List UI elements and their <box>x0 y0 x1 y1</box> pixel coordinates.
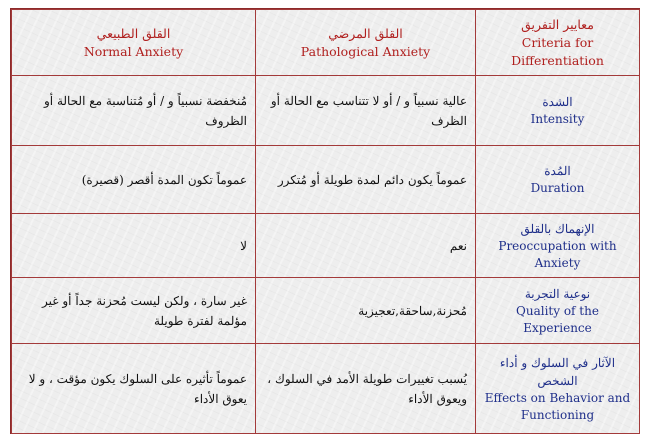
normal-value: عموماً تأثيره على السلوك يكون مؤقت ، و لا يعوق الأداء <box>12 344 256 434</box>
table-header-row <box>12 10 640 76</box>
criterion-cell <box>476 278 640 344</box>
criterion-cell <box>476 146 640 214</box>
header-normal-en: Normal Anxiety <box>83 43 184 59</box>
header-criteria-ar: معايير التفريق <box>521 16 594 32</box>
criterion-ar: المُدة <box>544 164 571 178</box>
criterion-ar: الإنهماك بالقلق <box>520 221 595 236</box>
pathological-value: عموماً يكون دائم لمدة طويلة أو مُتكرر <box>256 146 476 214</box>
criterion-en: Effects on Behavior and Functioning <box>484 390 631 422</box>
anxiety-comparison-table <box>11 9 640 434</box>
pathological-value: نعم <box>256 214 476 278</box>
header-pathological-en: Pathological Anxiety <box>300 43 431 59</box>
header-pathological-ar: القلق المرضي <box>328 25 403 41</box>
header-criteria-en: Criteria for Differentiation <box>511 34 604 68</box>
criterion-en: Preoccupation with Anxiety <box>498 238 617 270</box>
table-row <box>12 76 640 146</box>
criterion-ar: نوعية التجربة <box>524 286 591 301</box>
criterion-cell <box>476 214 640 278</box>
criterion-en: Quality of the Experience <box>516 303 599 335</box>
normal-value: مُنخفضة نسبياً و / أو مُتناسبة مع الحالة أو الظروف <box>12 76 256 146</box>
pathological-value: يُسبب تغييرات طويلة الأمد في السلوك ، ويعوق الأداء <box>256 344 476 434</box>
criterion-cell <box>476 344 640 434</box>
criterion-ar: الآثار في السلوك و أداء الشخص <box>499 355 616 388</box>
criterion-en: Duration <box>530 181 585 195</box>
criterion-cell <box>476 76 640 146</box>
header-normal-anxiety <box>12 10 256 76</box>
normal-value: عموماً تكون المدة أقصر (قصيرة) <box>12 146 256 214</box>
pathological-value: مُحزنة,ساحقة,تعجيزية <box>256 278 476 344</box>
header-normal-ar: القلق الطبيعي <box>96 25 171 41</box>
pathological-value: عالية نسبياً و / أو لا تتناسب مع الحالة أو الظرف <box>256 76 476 146</box>
header-pathological-anxiety <box>256 10 476 76</box>
normal-value: غير سارة ، ولكن ليست مُحزنة جداً أو غير مؤلمة لفترة طويلة <box>12 278 256 344</box>
table-row <box>12 146 640 214</box>
comparison-table-frame <box>10 8 640 434</box>
table-row <box>12 214 640 278</box>
normal-value: لا <box>12 214 256 278</box>
criterion-ar: الشدة <box>542 95 573 109</box>
criterion-en: Intensity <box>530 112 585 126</box>
table-row <box>12 278 640 344</box>
header-criteria <box>476 10 640 76</box>
table-row <box>12 344 640 434</box>
